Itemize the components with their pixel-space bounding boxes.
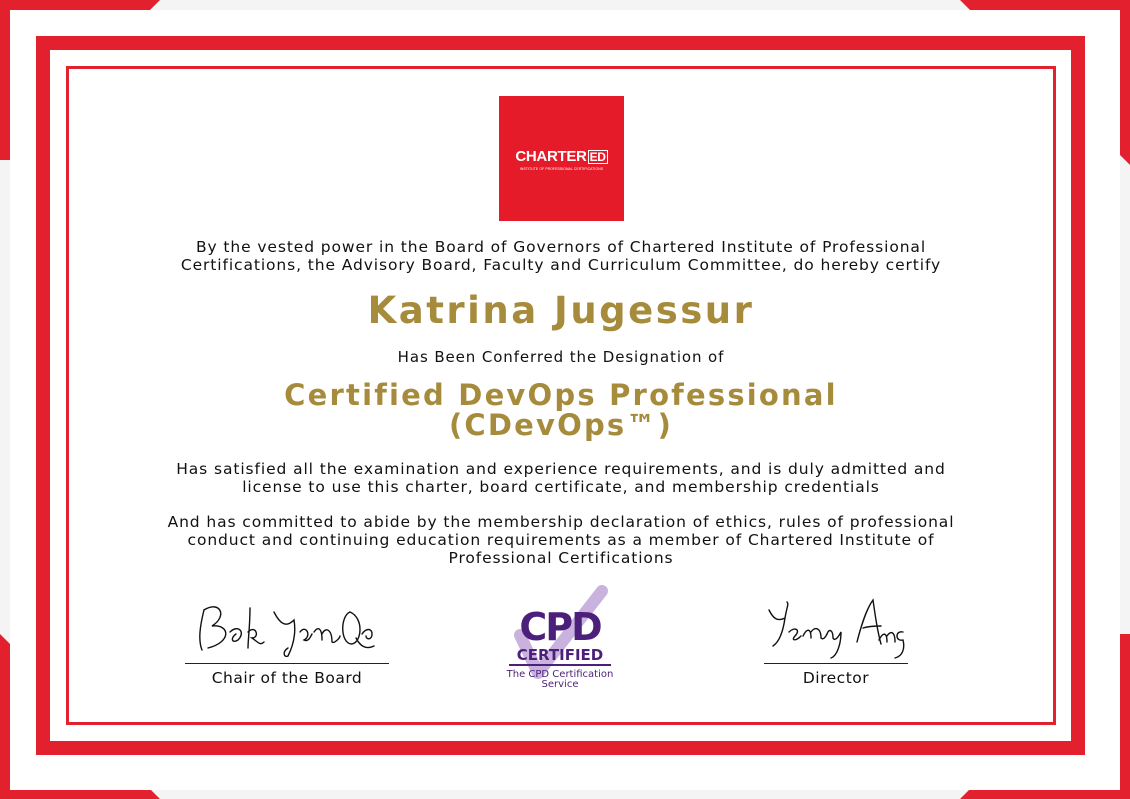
commitment-line: Professional Certifications [448,549,674,567]
logo-tagline: INSTITUTE OF PROFESSIONAL CERTIFICATIONS [519,166,604,171]
cpd-service-line: The CPD Certification [506,669,614,680]
cpd-service-line: Service [541,679,579,690]
signature-line-director [764,663,908,664]
chartered-logo [499,96,624,221]
signature-chair [190,598,385,660]
intro-line: By the vested power in the Board of Governors of Chartered Institute of Professional [195,238,927,256]
designation-line: Certified DevOps Professional [284,378,838,412]
designation-line: (CDevOps™) [448,408,674,442]
cpd-certified-badge [498,585,623,690]
requirements-line: Has satisfied all the examination and experience requirements, and is duly admitted and [176,460,946,478]
recipient-name: Katrina Jugessur [367,289,755,332]
commitment-line: conduct and continuing education requirements as a member of Chartered Institute of [187,531,935,549]
conferred-text: Has Been Conferred the Designation of [397,348,725,366]
chair-title: Chair of the Board [211,669,363,687]
requirements-statement [66,460,1056,496]
commitment-statement [66,513,1056,567]
director-title: Director [802,669,870,687]
logo-wordmark: CHARTER ED [515,147,606,165]
designation-title [66,380,1056,440]
signature-line-chair [185,663,389,664]
commitment-line: And has committed to abide by the membership declaration of ethics, rules of professional [167,513,955,531]
cpd-mark: CPD [519,605,601,649]
cpd-certified-text: CERTIFIED [516,646,604,664]
requirements-line: license to use this charter, board certificate, and membership credentials [242,478,880,496]
intro-line: Certifications, the Advisory Board, Faculty and Curriculum Committee, do hereby certify [180,256,942,274]
signature-director [765,596,910,662]
intro-statement [66,238,1056,274]
